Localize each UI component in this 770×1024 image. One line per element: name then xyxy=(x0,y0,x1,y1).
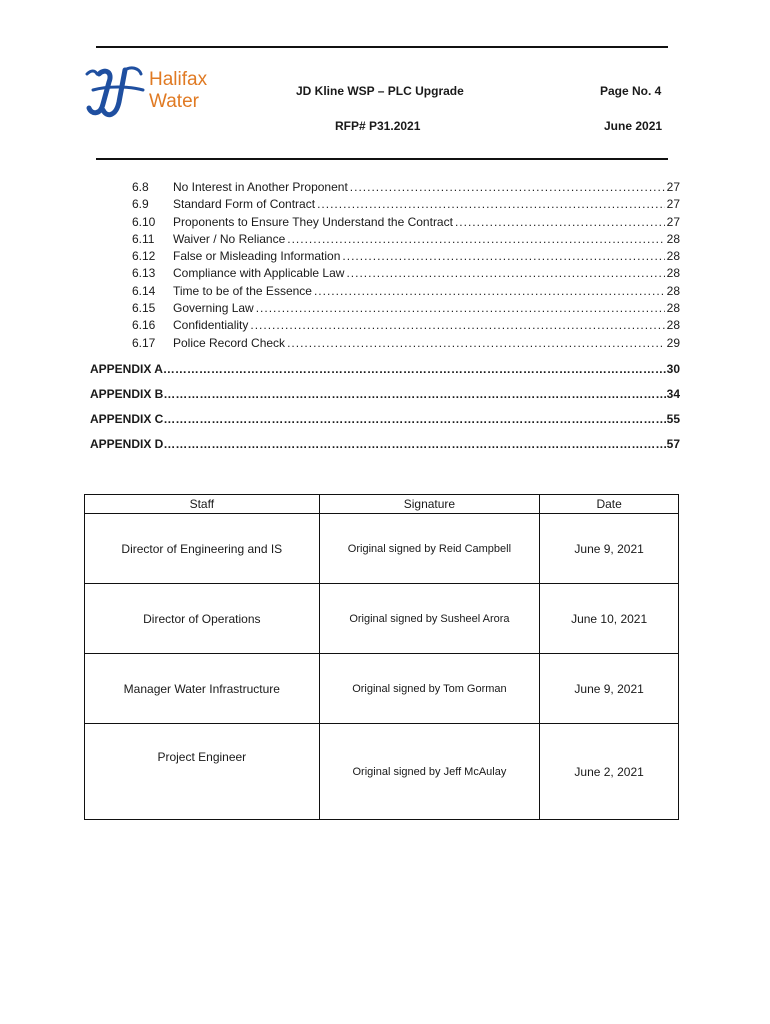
toc-entry-page: 27 xyxy=(666,197,680,212)
toc-leader-dots xyxy=(163,437,666,451)
signature-cell: Original signed by Reid Campbell xyxy=(319,514,540,584)
toc-entry-title: Time to be of the Essence xyxy=(173,283,312,298)
logo-word-halifax: Halifax xyxy=(149,69,208,90)
toc-entry-title: Compliance with Applicable Law xyxy=(173,266,345,281)
signature-cell: Original signed by Jeff McAulay xyxy=(319,724,540,820)
toc-entry[interactable] xyxy=(132,301,680,318)
toc-leader-dots xyxy=(317,197,665,211)
toc-entry-page: 28 xyxy=(666,231,680,246)
toc-entry-number: 6.10 xyxy=(132,214,156,229)
table-row xyxy=(85,584,679,654)
toc-entry-number: 6.8 xyxy=(132,180,149,194)
toc-entry-page: 28 xyxy=(666,301,680,316)
toc-entry[interactable] xyxy=(132,336,680,353)
toc-entry-page: 27 xyxy=(666,214,680,229)
date-cell: June 10, 2021 xyxy=(540,584,679,654)
appendix-title: APPENDIX A xyxy=(90,362,163,376)
toc-leader-dots xyxy=(163,362,667,376)
toc-entry[interactable] xyxy=(132,284,680,301)
column-header-staff: Staff xyxy=(85,495,320,514)
header-top-rule xyxy=(96,46,668,48)
toc-entry[interactable] xyxy=(132,197,680,214)
appendix-title: APPENDIX C xyxy=(90,412,164,426)
column-header-date: Date xyxy=(540,495,679,514)
toc-appendix-d[interactable] xyxy=(90,437,680,451)
table-of-contents xyxy=(132,180,680,353)
header-bottom-rule xyxy=(96,158,668,160)
toc-entry-title: Proponents to Ensure They Understand the Contract xyxy=(173,214,453,229)
appendix-page: 34 xyxy=(666,387,680,401)
signoff-header-row xyxy=(85,495,679,514)
toc-leader-dots xyxy=(346,266,664,280)
toc-leader-dots xyxy=(455,215,665,229)
toc-leader-dots xyxy=(250,318,664,332)
toc-entry-number: 6.12 xyxy=(132,249,156,264)
toc-appendix-a[interactable] xyxy=(90,362,680,376)
toc-entry-number: 6.15 xyxy=(132,301,156,316)
logo-word-water: Water xyxy=(149,91,199,112)
appendix-page: 55 xyxy=(666,412,680,426)
staff-cell: Director of Operations xyxy=(85,584,320,654)
toc-entry-page: 29 xyxy=(666,335,680,350)
date-cell: June 9, 2021 xyxy=(540,514,679,584)
toc-entry-title: No Interest in Another Proponent xyxy=(173,180,348,194)
toc-appendix-b[interactable] xyxy=(90,387,680,401)
toc-entry-number: 6.11 xyxy=(132,231,155,246)
toc-entry[interactable] xyxy=(132,266,680,283)
document-title: JD Kline WSP – PLC Upgrade xyxy=(296,84,464,98)
toc-entry-page: 28 xyxy=(666,283,680,298)
column-header-signature: Signature xyxy=(319,495,540,514)
toc-leader-dots xyxy=(287,232,664,246)
toc-entry[interactable] xyxy=(132,215,680,232)
toc-entry[interactable] xyxy=(132,232,680,249)
toc-leader-dots xyxy=(163,412,666,426)
toc-entry[interactable] xyxy=(132,180,680,197)
toc-entry-number: 6.17 xyxy=(132,335,156,350)
toc-entry-title: Police Record Check xyxy=(173,335,286,350)
toc-leader-dots xyxy=(350,180,665,194)
toc-entry-title: Standard Form of Contract xyxy=(173,197,316,212)
appendix-page: 57 xyxy=(666,437,680,451)
toc-entry[interactable] xyxy=(132,318,680,335)
table-row xyxy=(85,514,679,584)
toc-entry-title: Confidentiality xyxy=(173,318,249,333)
halifax-water-emblem-icon xyxy=(85,64,149,132)
date-cell: June 2, 2021 xyxy=(540,724,679,820)
staff-cell: Project Engineer xyxy=(85,724,320,820)
toc-entry-title: Governing Law xyxy=(173,301,254,316)
toc-entry-title: False or Misleading Information xyxy=(173,249,341,264)
toc-entry-number: 6.13 xyxy=(132,266,156,281)
halifax-water-logo xyxy=(85,64,231,132)
toc-appendix-c[interactable] xyxy=(90,412,680,426)
signoff-table xyxy=(84,494,679,820)
toc-entry-page: 28 xyxy=(666,266,680,281)
toc-entry-title: Waiver / No Reliance xyxy=(173,231,286,246)
toc-entry-number: 6.9 xyxy=(132,197,149,212)
toc-leader-dots xyxy=(256,301,665,315)
staff-cell: Manager Water Infrastructure xyxy=(85,654,320,724)
appendix-page: 30 xyxy=(666,362,680,376)
toc-leader-dots xyxy=(287,336,665,350)
toc-leader-dots xyxy=(314,284,665,298)
rfp-number: RFP# P31.2021 xyxy=(335,119,421,133)
document-date: June 2021 xyxy=(604,119,663,133)
appendix-title: APPENDIX D xyxy=(90,437,164,451)
toc-entry-page: 27 xyxy=(666,180,680,194)
toc-entry[interactable] xyxy=(132,249,680,266)
signature-cell: Original signed by Susheel Arora xyxy=(319,584,540,654)
toc-leader-dots xyxy=(342,249,664,263)
table-row xyxy=(85,654,679,724)
date-cell: June 9, 2021 xyxy=(540,654,679,724)
appendix-title: APPENDIX B xyxy=(90,387,164,401)
toc-entry-page: 28 xyxy=(666,249,680,264)
toc-entry-page: 28 xyxy=(666,318,680,333)
staff-cell: Director of Engineering and IS xyxy=(85,514,320,584)
toc-entry-number: 6.16 xyxy=(132,318,156,333)
toc-leader-dots xyxy=(163,387,666,401)
signature-cell: Original signed by Tom Gorman xyxy=(319,654,540,724)
page-number: Page No. 4 xyxy=(600,84,662,98)
toc-entry-number: 6.14 xyxy=(132,283,156,298)
table-row xyxy=(85,724,679,820)
